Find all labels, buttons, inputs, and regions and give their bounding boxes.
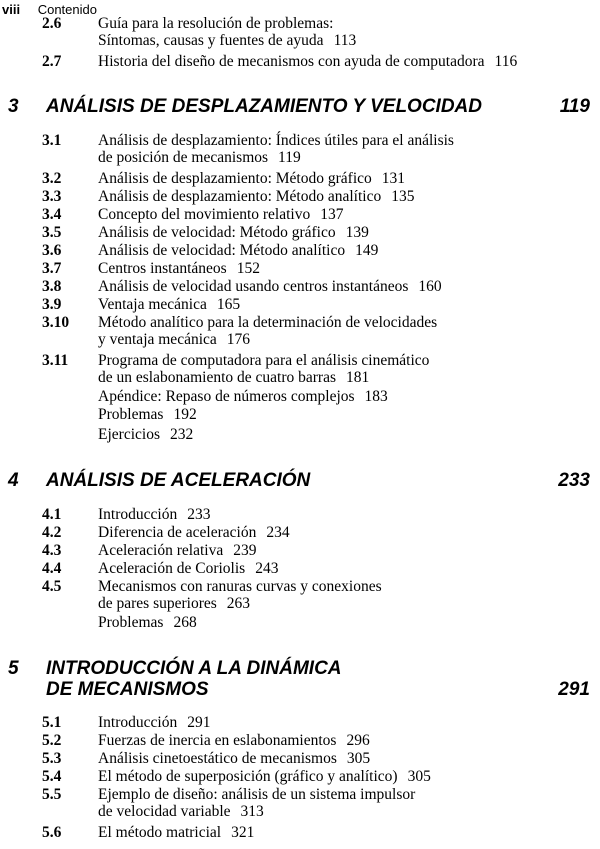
section-page-number: 160 <box>418 278 442 295</box>
section-title <box>98 542 586 559</box>
section-page-number: 181 <box>346 369 370 386</box>
section-page-number: 232 <box>169 426 194 443</box>
section-number: 5.5 <box>42 786 62 803</box>
section-number: 3.7 <box>42 260 62 277</box>
section-page-number: 305 <box>407 768 431 785</box>
section-page-number: 268 <box>173 614 197 631</box>
section-title <box>98 188 586 205</box>
section-title <box>98 170 586 187</box>
section-title-line: Aceleración de Coriolis 243 <box>98 560 279 577</box>
section-title <box>98 278 586 295</box>
section-title <box>98 824 586 841</box>
section-page-number: 183 <box>364 388 388 405</box>
section-title <box>98 524 586 541</box>
section-title-line: Análisis de desplazamiento: Método gráfico 131 <box>98 170 406 187</box>
section-number: 3.8 <box>42 278 62 295</box>
section-title <box>98 506 586 523</box>
section-title-line: de pares superiores 263 <box>98 595 251 612</box>
chapter-number: 4 <box>8 470 19 491</box>
section-title-line: Centros instantáneos 152 <box>98 260 260 277</box>
section-page-number: 305 <box>346 750 371 767</box>
section-title-line: y ventaja mecánica 176 <box>98 331 251 348</box>
section-number: 4.4 <box>42 560 62 577</box>
section-page-number: 131 <box>381 170 406 187</box>
section-title-line: Introducción 233 <box>98 506 211 523</box>
section-number: 3.6 <box>42 242 62 259</box>
section-title-line: Concepto del movimiento relativo 137 <box>98 206 344 223</box>
section-title-line: Problemas 268 <box>98 614 197 631</box>
section-page-number: 113 <box>333 32 357 49</box>
section-title-line: Ejercicios 232 <box>98 426 194 443</box>
section-title-line: Programa de computadora para el análisis cinemático <box>98 352 430 369</box>
section-title <box>98 15 586 49</box>
section-number: 5.3 <box>42 750 62 767</box>
section-title <box>98 388 586 405</box>
section-page-number: 234 <box>266 524 290 541</box>
section-page-number: 135 <box>391 188 415 205</box>
section-title-line: de velocidad variable 313 <box>98 803 264 820</box>
section-title-line: Mecanismos con ranuras curvas y conexiones <box>98 578 382 595</box>
section-title <box>98 406 586 423</box>
section-page-number: 176 <box>226 331 251 348</box>
section-title-line: Historia del diseño de mecanismos con ayuda de computadora 116 <box>98 53 518 70</box>
chapter-page-number: 119 <box>559 96 590 117</box>
section-title-line: de un eslabonamiento de cuatro barras 181 <box>98 369 370 386</box>
section-number: 4.3 <box>42 542 62 559</box>
section-title-line: Análisis de desplazamiento: Índices útiles para el análisis <box>98 132 454 149</box>
running-title: Contenido <box>37 2 97 17</box>
section-title-line: Análisis cinetoestático de mecanismos 305 <box>98 750 371 767</box>
section-title <box>98 352 586 386</box>
section-title <box>98 132 586 166</box>
chapter-number: 3 <box>8 96 19 117</box>
section-title-line: Análisis de velocidad: Método analítico 149 <box>98 242 379 259</box>
section-number: 3.3 <box>42 188 62 205</box>
section-title-line: Análisis de velocidad: Método gráfico 139 <box>98 224 369 241</box>
section-page-number: 291 <box>187 714 211 731</box>
section-title-line: Ventaja mecánica 165 <box>98 296 241 313</box>
section-title <box>98 242 586 259</box>
section-title <box>98 206 586 223</box>
section-number: 5.4 <box>42 768 62 785</box>
section-title-line: Aceleración relativa 239 <box>98 542 257 559</box>
chapter-title-line: DE MECANISMOS <box>46 679 209 700</box>
section-number: 3.9 <box>42 296 62 313</box>
section-page-number: 165 <box>216 296 241 313</box>
section-number: 3.11 <box>42 352 69 369</box>
section-title-line: Análisis de desplazamiento: Método analítico 135 <box>98 188 415 205</box>
section-page-number: 149 <box>355 242 379 259</box>
section-title <box>98 578 586 612</box>
chapter-number: 5 <box>8 658 19 679</box>
section-number: 5.6 <box>42 824 62 841</box>
section-title <box>98 260 586 277</box>
section-title <box>98 750 586 767</box>
chapter-title-line: INTRODUCCIÓN A LA DINÁMICA <box>46 658 342 679</box>
section-number: 3.2 <box>42 170 62 187</box>
section-number: 2.7 <box>42 53 62 70</box>
section-title <box>98 426 586 443</box>
section-page-number: 139 <box>345 224 369 241</box>
section-title <box>98 224 586 241</box>
section-title <box>98 314 586 348</box>
section-title-line: Apéndice: Repaso de números complejos 183 <box>98 388 388 405</box>
section-number: 3.5 <box>42 224 62 241</box>
section-page-number: 192 <box>173 406 197 423</box>
chapter-page-number: 291 <box>558 679 590 700</box>
section-page-number: 119 <box>278 149 301 166</box>
section-title <box>98 768 586 785</box>
section-number: 5.2 <box>42 732 62 749</box>
section-page-number: 313 <box>240 803 264 820</box>
section-number: 4.2 <box>42 524 62 541</box>
section-title-line: Método analítico para la determinación de velocidades <box>98 314 438 331</box>
section-title <box>98 614 586 631</box>
section-title <box>98 296 586 313</box>
section-page-number: 263 <box>226 595 251 612</box>
section-page-number: 296 <box>346 732 370 749</box>
chapter-title-line: ANÁLISIS DE ACELERACIÓN <box>46 470 311 491</box>
section-title-line: Ejemplo de diseño: análisis de un sistema impulsor <box>98 786 416 803</box>
chapter-page-number: 233 <box>558 470 590 491</box>
section-number: 3.10 <box>42 314 70 331</box>
chapter-title <box>46 658 342 700</box>
section-title-line: Fuerzas de inercia en eslabonamientos 296 <box>98 732 370 749</box>
section-title-line: Introducción 291 <box>98 714 211 731</box>
section-page-number: 321 <box>231 824 255 841</box>
chapter-title-line: ANÁLISIS DE DESPLAZAMIENTO Y VELOCIDAD <box>46 96 482 117</box>
section-title <box>98 732 586 749</box>
section-page-number: 137 <box>320 206 344 223</box>
section-title-line: Análisis de velocidad usando centros instantáneos 160 <box>98 278 442 295</box>
section-number: 3.4 <box>42 206 62 223</box>
section-title-line: Diferencia de aceleración 234 <box>98 524 290 541</box>
section-title <box>98 560 586 577</box>
section-number: 4.5 <box>42 578 62 595</box>
section-title-line: Problemas 192 <box>98 406 197 423</box>
section-title-line: de posición de mecanismos 119 <box>98 149 301 166</box>
section-number: 5.1 <box>42 714 62 731</box>
section-title-line: El método de superposición (gráfico y analítico) 305 <box>98 768 431 785</box>
section-title-line: Síntomas, causas y fuentes de ayuda 113 <box>98 32 357 49</box>
section-page-number: 116 <box>494 53 518 70</box>
section-page-number: 239 <box>233 542 257 559</box>
section-title-line: Guía para la resolución de problemas: <box>98 15 334 32</box>
section-page-number: 152 <box>236 260 260 277</box>
section-number: 4.1 <box>42 506 62 523</box>
chapter-title <box>46 470 310 491</box>
section-page-number: 233 <box>187 506 211 523</box>
section-title <box>98 714 586 731</box>
section-number: 3.1 <box>42 132 62 149</box>
section-title-line: El método matricial 321 <box>98 824 255 841</box>
chapter-title <box>46 96 482 117</box>
section-title <box>98 53 586 70</box>
section-title <box>98 786 586 820</box>
section-number: 2.6 <box>42 15 62 32</box>
section-page-number: 243 <box>255 560 279 577</box>
page-number: viii <box>2 2 21 17</box>
